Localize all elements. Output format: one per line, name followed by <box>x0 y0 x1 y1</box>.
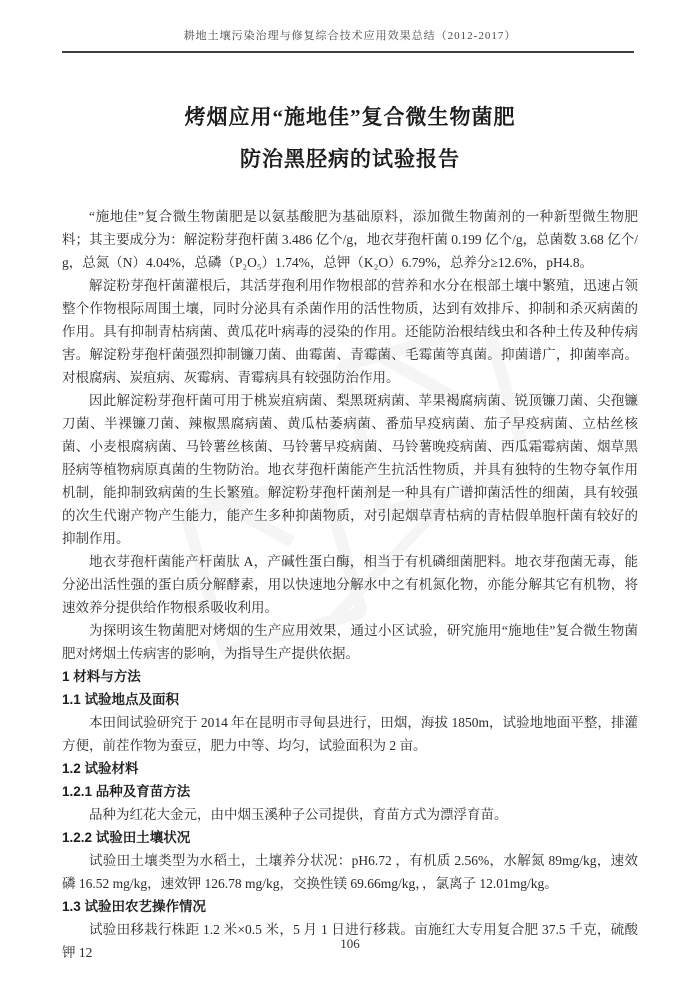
title-line-1: 烤烟应用“施地佳”复合微生物菌肥 <box>184 105 516 129</box>
section-heading-agronomic-operations: 1.3 试验田农艺操作情况 <box>62 899 207 914</box>
section-body-agronomic-operations: 试验田移栽行株距 1.2 米×0.5 米，5 月 1 日进行移栽。亩施红大专用复合肥 37.5 千克，硫酸钾 12 <box>62 922 638 960</box>
section-heading-variety-seedling: 1.2.1 品种及育苗方法 <box>62 784 191 799</box>
intro-paragraph-4: 地衣芽孢杆菌能产杆菌肽 A，产碱性蛋白酶，相当于有机磷细菌肥料。地衣芽孢菌无毒，能分泌出活性强的蛋白质分解酵素，用以快速地分解水中之有机氮化物，亦能分解其它有机物，将速效养分提供给作物根系吸收利用。 <box>62 554 638 615</box>
section-heading-materials-methods: 1 材料与方法 <box>62 669 141 684</box>
section-heading-soil-condition: 1.2.2 试验田土壤状况 <box>62 830 191 845</box>
document-title <box>62 96 638 180</box>
section-body-site-area: 本田间试验研究于 2014 年在昆明市寻甸县进行，田烟，海拔 1850m，试验地地面平整，排灌方便，前茬作物为蚕豆，肥力中等、均匀，试验面积为 2 亩。 <box>62 715 638 753</box>
page-number: 106 <box>340 936 360 951</box>
section-body-soil-condition: 试验田土壤类型为水稻土，土壤养分状况：pH6.72 ，有机质 2.56%，水解氮 89mg/kg，速效磷 16.52 mg/kg，速效钾 126.78 mg/kg，交换性镁 69.66mg/kg，，氯离子 12.01mg/kg。 <box>62 853 638 891</box>
section-heading-test-materials: 1.2 试验材料 <box>62 761 139 776</box>
intro-paragraph-1: “施地佳”复合微生物菌肥是以氨基酸肥为基础原料，添加微生物菌剂的一种新型微生物肥料；其主要成分为：解淀粉芽孢杆菌 3.486 亿个/g，地衣芽孢杆菌 0.199 亿个/g，总菌数 3.68 亿个/g，总氮（N）4.04%，总磷（P₂O₅）1.74%，总钾（K₂O）6.79%，总养分≥12.6%，pH4.8。 <box>62 209 638 270</box>
section-heading-site-area: 1.1 试验地点及面积 <box>62 692 180 707</box>
intro-paragraph-2: 解淀粉芽孢杆菌灌根后，其活芽孢利用作物根部的营养和水分在根部土壤中繁殖，迅速占领整个作物根际周围土壤，同时分泌具有杀菌作用的活性物质，达到有效排斥、抑制和杀灭病菌的作用。具有抑制青枯病菌、黄瓜花叶病毒的浸染的作用。还能防治根结线虫和各种土传及种传病害。解淀粉芽孢杆菌强烈抑制镰刀菌、曲霉菌、青霉菌、毛霉菌等真菌。抑菌谱广，抑菌率高。对根腐病、炭疽病、灰霉病、青霉病具有较强防治作用。 <box>62 278 638 385</box>
running-header: 耕地土壤污染治理与修复综合技术应用效果总结（2012-2017） <box>183 30 517 42</box>
title-line-2: 防治黑胫病的试验报告 <box>240 147 460 171</box>
document-body <box>62 0 638 964</box>
intro-paragraph-5: 为探明该生物菌肥对烤烟的生产应用效果，通过小区试验，研究施用“施地佳”复合微生物菌肥对烤烟土传病害的影响，为指导生产提供依据。 <box>62 623 638 661</box>
intro-paragraph-3: 因此解淀粉芽孢杆菌可用于桃炭疽病菌、梨黑斑病菌、苹果褐腐病菌、锐顶镰刀菌、尖孢镰刀菌、半裸镰刀菌、辣椒黑腐病菌、黄瓜枯萎病菌、番茄早疫病菌、茄子早疫病菌、立枯丝核菌、小麦根腐病菌、马铃薯丝核菌、马铃薯早疫病菌、马铃薯晚疫病菌、西瓜霜霉病菌、烟草黑胫病等植物病原真菌的生物防治。地衣芽孢杆菌能产生抗活性物质，并具有独特的生物夺氧作用机制，能抑制致病菌的生长繁殖。解淀粉芽孢杆菌剂是一种具有广谱抑菌活性的细菌，具有较强的次生代谢产物产生能力，能产生多种抑菌物质，对引起烟草青枯病的青枯假单胞杆菌有较好的抑制作用。 <box>62 393 638 546</box>
section-body-variety-seedling: 品种为红花大金元，由中烟玉溪种子公司提供，育苗方式为漂浮育苗。 <box>89 807 508 822</box>
